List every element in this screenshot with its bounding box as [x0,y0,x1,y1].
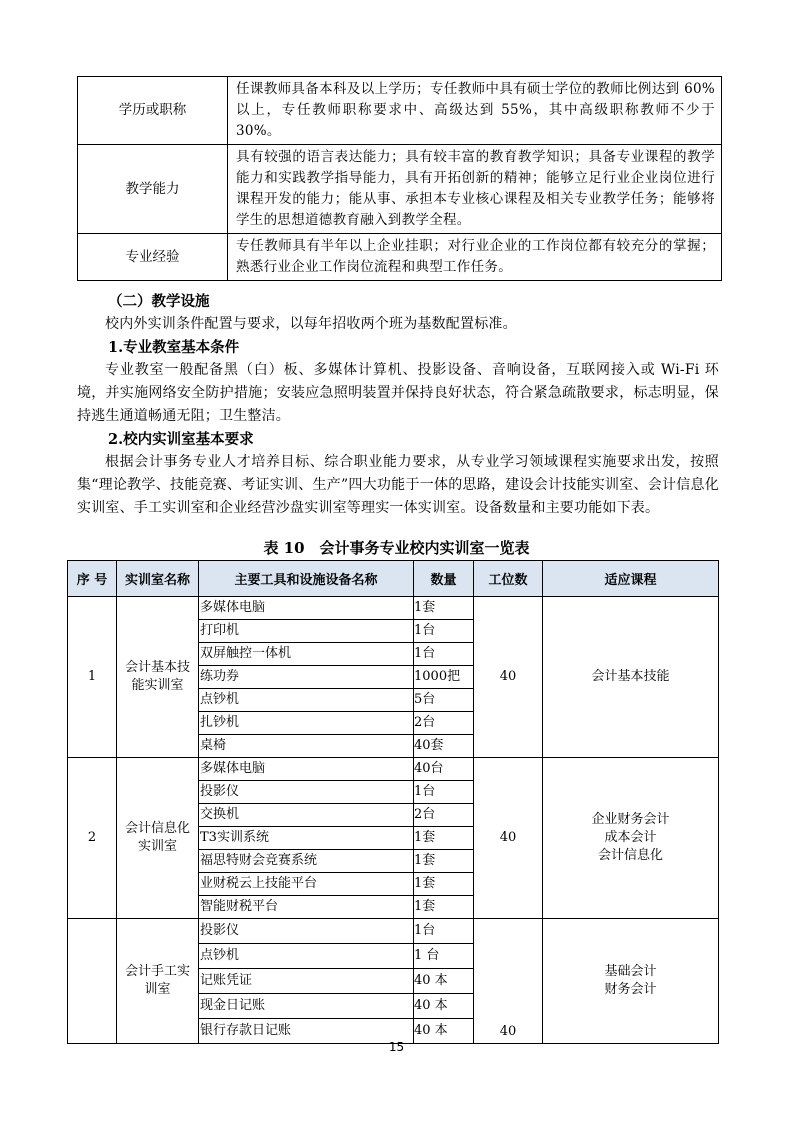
room-name: 会计手工实训室 [117,919,199,1044]
station-count: 40 [474,758,543,919]
tool-quantity: 40套 [414,735,474,758]
tool-name: 扎钞机 [199,712,414,735]
section-heading: （二）教学设施 [108,293,210,310]
requirement-key: 教学能力 [78,145,228,234]
training-lab-table [67,560,719,1044]
tool-quantity: 40 本 [414,1019,474,1044]
table-header-row [68,561,719,597]
header-room-name: 实训室名称 [117,561,199,597]
tool-name: 银行存款日记账 [199,1019,414,1044]
header-courses: 适应课程 [543,561,719,597]
course-list: 企业财务会计 成本会计 会计信息化 [543,758,719,919]
tool-name: 练功券 [199,666,414,689]
subsection-heading-2: 2.校内实训室基本要求 [108,431,254,448]
tool-name: 投影仪 [199,781,414,804]
table-caption: 表 10 会计事务专业校内实训室一览表 [263,539,530,557]
requirement-row [78,145,722,234]
tool-name: 智能财税平台 [199,896,414,919]
tool-quantity: 2台 [414,712,474,735]
tool-name: 打印机 [199,620,414,643]
header-quantity: 数量 [414,561,474,597]
room-number [68,919,117,1044]
subsection-text-1: 专业教室一般配备黑（白）板、多媒体计算机、投影设备、音响设备，互联网接入或 Wi-Fi 环境，并实施网络安全防护措施；安装应急照明装置并保持良好状态，符合紧急疏散要求，标志明显，保持逃生通道畅通无阻；卫生整洁。 [77,362,719,424]
tool-name: 多媒体电脑 [199,758,414,781]
tool-name: 现金日记账 [199,994,414,1019]
header-stations: 工位数 [474,561,543,597]
tool-name: 桌椅 [199,735,414,758]
room-name: 会计基本技能实训室 [117,597,199,758]
tool-quantity: 1000把 [414,666,474,689]
tool-name: 业财税云上技能平台 [199,873,414,896]
tool-quantity: 2台 [414,804,474,827]
table-row [68,597,719,620]
teacher-requirements-table [77,76,722,281]
room-number: 2 [68,758,117,919]
table-row [68,758,719,781]
requirement-key: 专业经验 [78,234,228,281]
requirement-value: 专任教师具有半年以上企业挂职；对行业企业的工作岗位都有较充分的掌握；熟悉行业企业工作岗位流程和典型工作任务。 [228,234,722,281]
header-no: 序 号 [68,561,117,597]
tool-name: 福思特财会竞赛系统 [199,850,414,873]
tool-name: 双屏触控一体机 [199,643,414,666]
tool-name: 交换机 [199,804,414,827]
tool-quantity: 1台 [414,620,474,643]
requirement-row [78,77,722,145]
room-name: 会计信息化实训室 [117,758,199,919]
tool-quantity: 40台 [414,758,474,781]
course-list: 会计基本技能 [543,597,719,758]
room-number: 1 [68,597,117,758]
tool-name: 点钞机 [199,944,414,969]
requirement-row [78,234,722,281]
course-list: 基础会计 财务会计 [543,919,719,1044]
tool-quantity: 1套 [414,597,474,620]
station-count: 40 [474,597,543,758]
tool-quantity: 40 本 [414,994,474,1019]
tool-name: 多媒体电脑 [199,597,414,620]
tool-quantity: 1台 [414,919,474,944]
tool-quantity: 1套 [414,873,474,896]
requirement-value: 具有较强的语言表达能力；具有较丰富的教育教学知识；具备专业课程的教学能力和实践教学指导能力，具有开拓创新的精神；能够立足行业企业岗位进行课程开发的能力；能从事、承担本专业核心课程及相关专业教学任务；能够将学生的思想道德教育融入到教学全程。 [228,145,722,234]
tool-name: 记账凭证 [199,969,414,994]
subsection-text-2: 根据会计事务专业人才培养目标、综合职业能力要求，从专业学习领域课程实施要求出发，按照集“理论教学、技能竞赛、考证实训、生产”四大功能于一体的思路，建设会计技能实训室、会计信息化实训室、手工实训室和企业经营沙盘实训室等理实一体实训室。设备数量和主要功能如下表。 [77,454,719,516]
station-count: 40 [474,919,543,1044]
tool-quantity: 1套 [414,850,474,873]
tool-name: 投影仪 [199,919,414,944]
tool-quantity: 1套 [414,827,474,850]
tool-quantity: 1套 [414,896,474,919]
section-intro: 校内外实训条件配置与要求，以每年招收两个班为基数配置标准。 [105,316,517,332]
tool-quantity: 5台 [414,689,474,712]
tool-name: 点钞机 [199,689,414,712]
subsection-heading-1: 1.专业教室基本条件 [108,339,240,356]
requirement-value: 任课教师具备本科及以上学历；专任教师中具有硕士学位的教师比例达到 60%以上，专任教师职称要求中、高级达到 55%，其中高级职称教师不少于 30%。 [228,77,722,145]
requirement-key: 学历或职称 [78,77,228,145]
tool-quantity: 1 台 [414,944,474,969]
tool-quantity: 1台 [414,781,474,804]
tool-quantity: 1台 [414,643,474,666]
tool-name: T3实训系统 [199,827,414,850]
table-row [68,919,719,944]
header-tools: 主要工具和设施设备名称 [199,561,414,597]
tool-quantity: 40 本 [414,969,474,994]
page-number: 15 [388,1040,405,1054]
